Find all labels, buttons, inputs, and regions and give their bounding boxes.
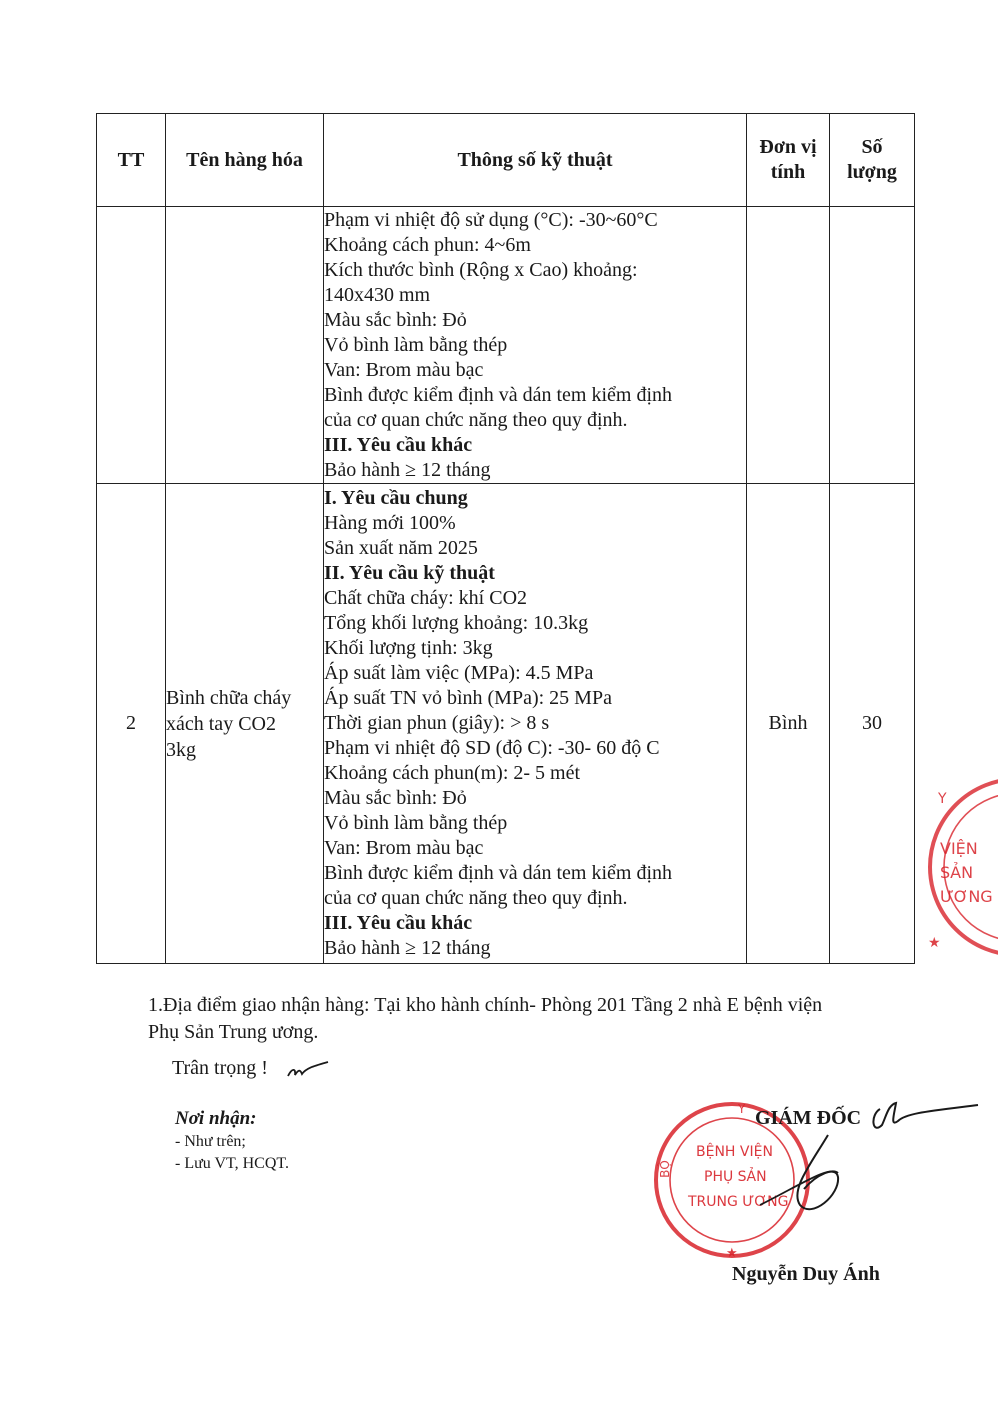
spec-line: Van: Brom màu bạc (324, 359, 484, 381)
spec-section-heading: III. Yêu cầu khác (324, 434, 473, 456)
side-stamp-fragment (918, 775, 998, 960)
row2-name-line1: Bình chữa cháy (166, 686, 292, 709)
spec-section-heading: I. Yêu cầu chung (324, 487, 468, 509)
spec-line: Áp suất làm việc (MPa): 4.5 MPa (324, 662, 594, 684)
row1-qty (830, 207, 915, 484)
side-stamp-l2: SẢN (940, 863, 974, 882)
spec-line: Màu sắc bình: Đỏ (324, 787, 467, 809)
recipients-title: Nơi nhận: (175, 1108, 257, 1129)
spec-section-heading: II. Yêu cầu kỹ thuật (324, 562, 495, 584)
table-row (97, 207, 915, 484)
spec-line: Van: Brom màu bạc (324, 837, 484, 859)
spec-line: Thời gian phun (giây): > 8 s (324, 712, 550, 734)
row1-spec (324, 207, 747, 484)
spec-line: Bảo hành ≥ 12 tháng (324, 937, 491, 959)
spec-line: Vỏ bình làm bằng thép (324, 334, 508, 356)
header-unit-line2: tính (770, 161, 806, 183)
regards: Trân trọng ! (172, 1057, 268, 1079)
spec-line: Bình được kiểm định và dán tem kiểm định (324, 862, 673, 884)
spec-line: Tổng khối lượng khoảng: 10.3kg (324, 612, 589, 634)
spec-line: Phạm vi nhiệt độ SD (độ C): -30- 60 độ C (324, 737, 660, 759)
spec-line: Chất chữa cháy: khí CO2 (324, 587, 528, 609)
side-stamp-top: Y (938, 791, 947, 807)
row2-name-line3: 3kg (166, 738, 196, 761)
recipient-item: - Như trên; (175, 1133, 246, 1150)
header-qty (830, 114, 915, 207)
spec-line: Khối lượng tịnh: 3kg (324, 637, 493, 659)
goods-spec-table (96, 113, 915, 964)
stamp-side-top: Y (738, 1102, 746, 1116)
row2-spec (324, 484, 747, 964)
spec-line: Vỏ bình làm bằng thép (324, 812, 508, 834)
stamp-line2: PHỤ SẢN (704, 1169, 767, 1185)
header-spec: Thông số kỹ thuật (324, 114, 747, 207)
header-tt: TT (97, 114, 166, 207)
spec-line: Áp suất TN vỏ bình (MPa): 25 MPa (324, 687, 612, 709)
spec-line: Khoảng cách phun(m): 2- 5 mét (324, 762, 581, 784)
signer-name: Nguyễn Duy Ánh (732, 1263, 880, 1285)
table-header-row (97, 114, 915, 207)
side-stamp-l3: ƯƠNG (940, 887, 993, 906)
delivery-line2: Phụ Sản Trung ương. (148, 1021, 319, 1043)
header-unit (747, 114, 830, 207)
row2-name (166, 484, 324, 964)
spec-line: Kích thước bình (Rộng x Cao) khoảng: (324, 259, 638, 281)
row2-name-line2: xách tay CO2 (166, 712, 276, 735)
row1-name (166, 207, 324, 484)
header-unit-line1: Đơn vị (759, 136, 817, 158)
spec-line: Khoảng cách phun: 4~6m (324, 234, 531, 256)
spec-line: Phạm vi nhiệt độ sử dụng (°C): -30~60°C (324, 209, 658, 231)
stamp-side-left: BỘ (657, 1160, 672, 1178)
spec-line: của cơ quan chức năng theo quy định. (324, 409, 628, 431)
row1-unit (747, 207, 830, 484)
spec-line: Màu sắc bình: Đỏ (324, 309, 467, 331)
svg-text:★: ★ (928, 935, 941, 951)
row1-tt (97, 207, 166, 484)
row2-qty: 30 (830, 484, 915, 964)
header-qty-line2: lượng (847, 161, 897, 183)
director-signature-icon (720, 1095, 982, 1225)
spec-line: Bình được kiểm định và dán tem kiểm định (324, 384, 673, 406)
header-qty-line1: Số (861, 136, 883, 158)
side-stamp-l1: VIỆN (940, 839, 978, 858)
initials-scribble-icon (286, 1060, 330, 1082)
delivery-line1: 1.Địa điểm giao nhận hàng: Tại kho hành chính- Phòng 201 Tầng 2 nhà E bệnh viện (148, 994, 823, 1016)
spec-line: 140x430 mm (324, 284, 431, 306)
stamp-line1: BỆNH VIỆN (696, 1144, 773, 1160)
spec-line: Sản xuất năm 2025 (324, 537, 478, 559)
row2-unit: Bình (747, 484, 830, 964)
spec-line: Hàng mới 100% (324, 512, 456, 534)
stamp-line3: TRUNG ƯƠNG (688, 1194, 789, 1210)
svg-text:★: ★ (726, 1246, 738, 1261)
spec-line: của cơ quan chức năng theo quy định. (324, 887, 628, 909)
spec-section-heading: III. Yêu cầu khác (324, 912, 473, 934)
table-row (97, 484, 915, 964)
row2-tt: 2 (97, 484, 166, 964)
recipient-item: - Lưu VT, HCQT. (175, 1155, 289, 1172)
signer-role: GIÁM ĐỐC (755, 1107, 862, 1129)
spec-line: Bảo hành ≥ 12 tháng (324, 459, 491, 481)
header-name: Tên hàng hóa (166, 114, 324, 207)
